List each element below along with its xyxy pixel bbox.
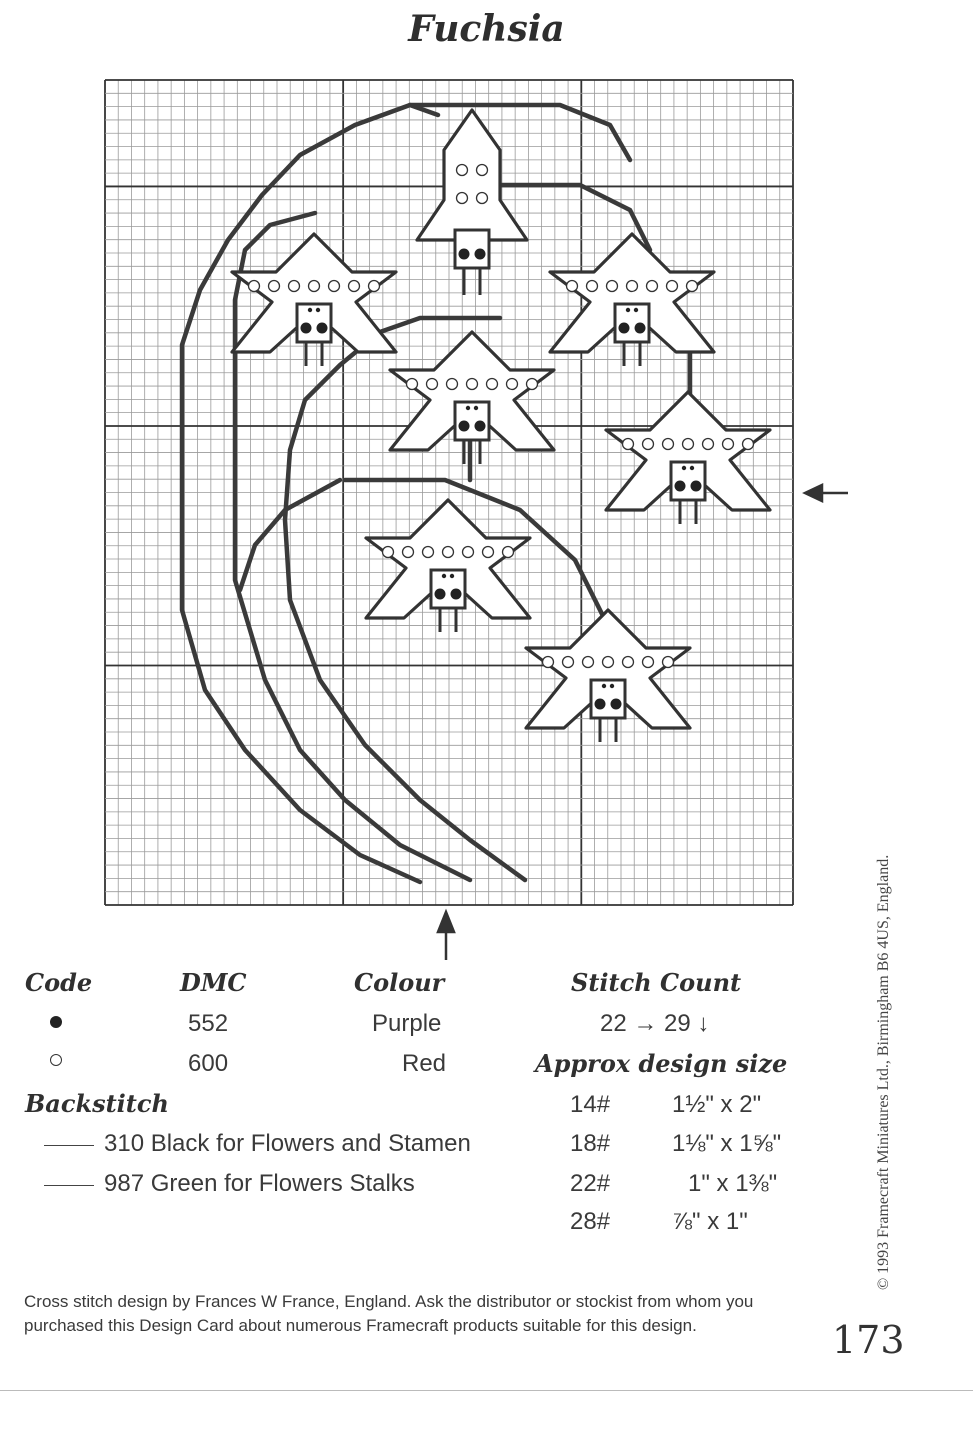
purple-stitch xyxy=(635,323,646,334)
red-stitch xyxy=(289,281,300,292)
red-stitch xyxy=(663,657,674,668)
red-stitch xyxy=(463,547,474,558)
flower-tube xyxy=(591,680,625,718)
backstitch-green: 987 Green for Flowers Stalks xyxy=(104,1170,415,1197)
backstitch-black: 310 Black for Flowers and Stamen xyxy=(104,1130,471,1157)
red-stitch xyxy=(467,379,478,390)
purple-stitch xyxy=(675,481,686,492)
purple-stitch xyxy=(691,481,702,492)
red-stitch xyxy=(627,281,638,292)
red-stitch xyxy=(647,281,658,292)
red-stitch xyxy=(587,281,598,292)
code-header: Code xyxy=(25,968,93,997)
size-count-14: 14# xyxy=(570,1091,611,1118)
purple-stitch xyxy=(308,308,312,312)
purple-stitch xyxy=(459,249,470,260)
purple-stitch xyxy=(626,308,630,312)
size-count-18: 18# xyxy=(570,1130,611,1157)
red-stitch xyxy=(607,281,618,292)
red-stitch xyxy=(703,439,714,450)
purple-stitch xyxy=(619,323,630,334)
red-stitch xyxy=(527,379,538,390)
red-stitch xyxy=(543,657,554,668)
filled-dot-icon xyxy=(50,1016,62,1028)
red-stitch xyxy=(447,379,458,390)
red-stitch xyxy=(427,379,438,390)
right-center-arrow xyxy=(805,485,848,501)
colour-header: Colour xyxy=(354,968,445,997)
red-stitch xyxy=(583,657,594,668)
purple-stitch xyxy=(316,308,320,312)
red-stitch xyxy=(407,379,418,390)
dmc-600: 600 xyxy=(188,1050,229,1077)
flower-tube xyxy=(455,230,489,268)
size-value-18: 1⅛" x 1⅝" xyxy=(672,1130,782,1157)
red-stitch xyxy=(423,547,434,558)
red-stitch xyxy=(563,657,574,668)
purple-stitch xyxy=(442,574,446,578)
stitch-count-header: Stitch Count xyxy=(571,968,742,997)
red-stitch xyxy=(687,281,698,292)
size-value-28: ⅞" x 1" xyxy=(672,1208,748,1235)
red-stitch xyxy=(567,281,578,292)
red-stitch xyxy=(249,281,260,292)
red-stitch xyxy=(457,165,468,176)
purple-stitch xyxy=(466,406,470,410)
backstitch-title: Backstitch xyxy=(25,1089,169,1118)
red-stitch xyxy=(643,439,654,450)
flower-tube xyxy=(671,462,705,500)
red-stitch xyxy=(723,439,734,450)
purple-stitch xyxy=(475,249,486,260)
red-stitch xyxy=(507,379,518,390)
red-stitch xyxy=(683,439,694,450)
red-stitch xyxy=(663,439,674,450)
purple-stitch xyxy=(459,421,470,432)
stitch-count-value: 22 → 29 ↓ xyxy=(600,1010,710,1037)
bottom-center-arrow xyxy=(438,912,454,960)
red-stitch xyxy=(603,657,614,668)
red-stitch xyxy=(443,547,454,558)
red-stitch xyxy=(623,439,634,450)
colour-purple: Purple xyxy=(372,1010,442,1037)
purple-stitch xyxy=(602,684,606,688)
size-value-14: 1½" x 2" xyxy=(672,1091,762,1118)
card-edge xyxy=(0,1390,973,1391)
purple-stitch xyxy=(317,323,328,334)
size-count-28: 28# xyxy=(570,1208,611,1235)
purple-stitch xyxy=(610,684,614,688)
backstitch-line-icon xyxy=(44,1185,94,1186)
red-stitch xyxy=(349,281,360,292)
purple-stitch xyxy=(682,466,686,470)
red-stitch xyxy=(403,547,414,558)
red-stitch xyxy=(477,165,488,176)
open-circle-icon xyxy=(50,1054,62,1066)
colour-red: Red xyxy=(402,1050,447,1077)
dmc-552: 552 xyxy=(188,1010,229,1037)
outer-stalk xyxy=(182,105,438,882)
design-size-title: Approx design size xyxy=(535,1049,788,1078)
flower-tube xyxy=(455,402,489,440)
red-stitch xyxy=(369,281,380,292)
red-stitch xyxy=(667,281,678,292)
red-stitch xyxy=(483,547,494,558)
red-stitch xyxy=(643,657,654,668)
flower-tube xyxy=(615,304,649,342)
bud-outline xyxy=(417,110,527,240)
flower-tube xyxy=(297,304,331,342)
designer-note: Cross stitch design by Frances W France, England. Ask the distributor or stockist from whom you purchased this Design Card about numerous Framecraft products suitable for this design. xyxy=(24,1292,754,1335)
flower-right-middle xyxy=(606,392,770,524)
page-number: 173 xyxy=(832,1318,905,1362)
size-value-22: 1" x 1⅜" xyxy=(688,1170,778,1197)
copyright-notice: © 1993 Framecraft Miniatures Ltd., Birmingham B6 4US, England. xyxy=(875,854,892,1290)
purple-stitch xyxy=(450,574,454,578)
purple-stitch xyxy=(595,699,606,710)
red-stitch xyxy=(309,281,320,292)
size-count-22: 22# xyxy=(570,1170,611,1197)
red-stitch xyxy=(329,281,340,292)
page-title: Fuchsia xyxy=(408,8,565,50)
purple-stitch xyxy=(611,699,622,710)
purple-stitch xyxy=(474,406,478,410)
purple-stitch xyxy=(451,589,462,600)
red-stitch xyxy=(383,547,394,558)
purple-stitch xyxy=(690,466,694,470)
red-stitch xyxy=(487,379,498,390)
dmc-header: DMC xyxy=(180,968,247,997)
red-stitch xyxy=(743,439,754,450)
purple-stitch xyxy=(475,421,486,432)
purple-stitch xyxy=(634,308,638,312)
red-stitch xyxy=(269,281,280,292)
red-stitch xyxy=(623,657,634,668)
backstitch-line-icon xyxy=(44,1145,94,1146)
flower-bud-top xyxy=(417,110,527,295)
red-stitch xyxy=(477,193,488,204)
flower-tube xyxy=(431,570,465,608)
red-stitch xyxy=(503,547,514,558)
red-stitch xyxy=(457,193,468,204)
purple-stitch xyxy=(301,323,312,334)
purple-stitch xyxy=(435,589,446,600)
